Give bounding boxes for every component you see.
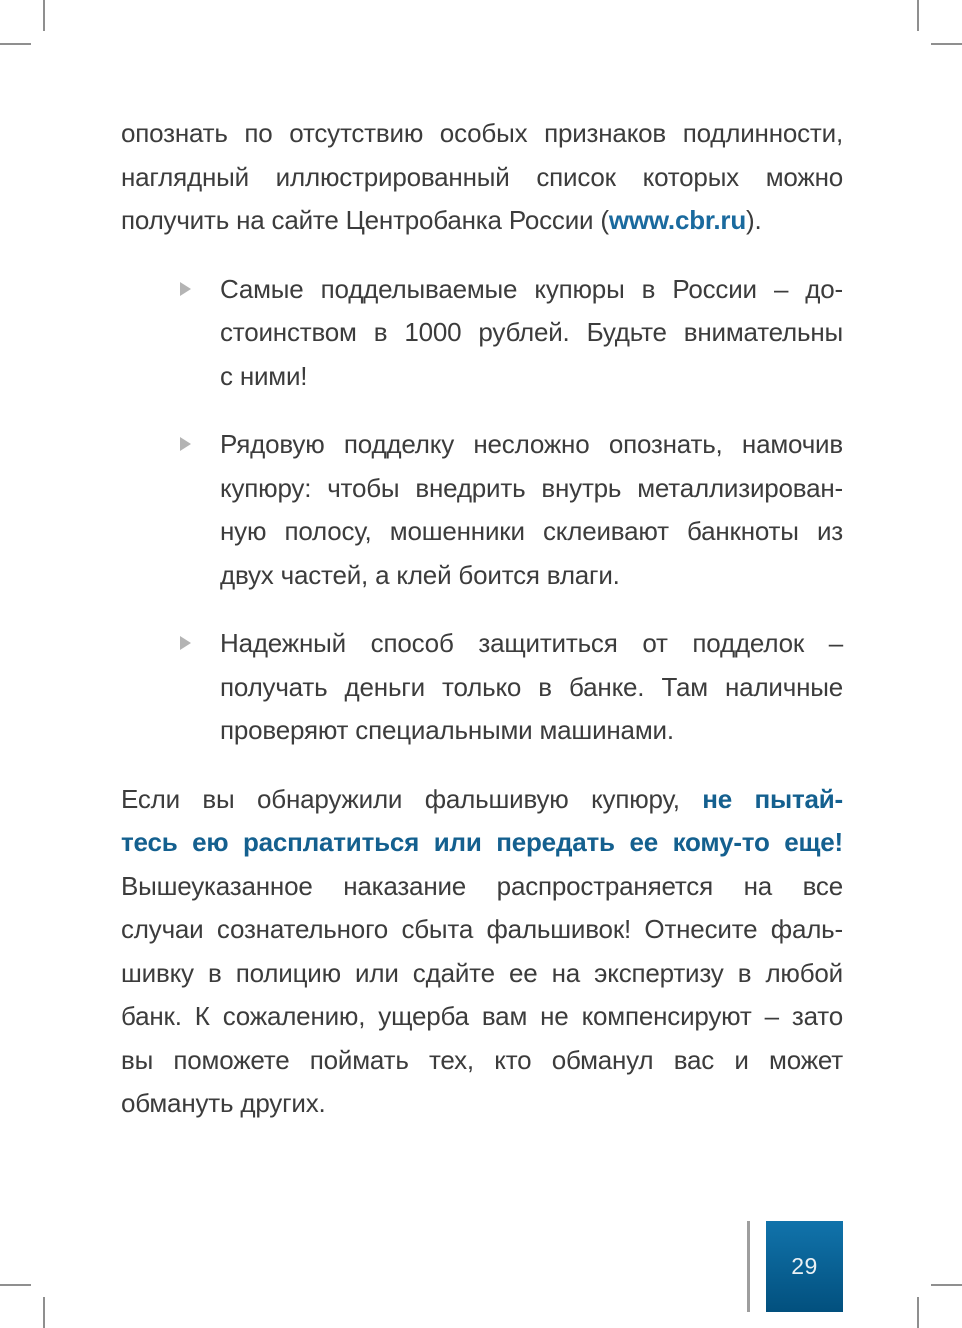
bullet-item bbox=[121, 268, 843, 399]
text-run: купюру: чтобы внедрить внутрь металлизирован- bbox=[220, 472, 843, 503]
text-line bbox=[220, 510, 843, 554]
text-run: банк. К сожалению, ущерба вам не компенсируют – зато bbox=[121, 1001, 843, 1031]
text-run: ). bbox=[746, 205, 762, 235]
text-run: вы поможете поймать тех, кто обманул вас и может bbox=[121, 1044, 843, 1075]
crop-mark-top-left-vertical bbox=[43, 0, 45, 31]
warning-emphasis-text: не пытай- bbox=[702, 783, 843, 814]
bullet-arrow-icon bbox=[180, 636, 191, 650]
crop-mark-top-right-horizontal bbox=[931, 43, 962, 45]
footer-divider-rule bbox=[747, 1221, 750, 1312]
paragraph bbox=[121, 778, 843, 1126]
page-number-badge bbox=[766, 1221, 843, 1312]
text-run: двух частей, а клей боится влаги. bbox=[220, 559, 620, 590]
text-line bbox=[220, 311, 843, 355]
crop-mark-bottom-right-vertical bbox=[917, 1297, 919, 1328]
text-line bbox=[121, 995, 843, 1039]
bullet-item bbox=[121, 622, 843, 753]
crop-mark-top-right-vertical bbox=[917, 0, 919, 31]
paragraph bbox=[121, 112, 843, 243]
page-content bbox=[121, 112, 843, 1151]
text-line bbox=[220, 666, 843, 710]
text-line bbox=[121, 112, 843, 156]
text-run: Самые подделываемые купюры в России – до- bbox=[220, 273, 843, 304]
bullet-arrow-icon bbox=[180, 282, 191, 296]
text-line bbox=[220, 268, 843, 312]
text-line bbox=[220, 709, 843, 753]
text-line bbox=[220, 467, 843, 511]
text-line bbox=[121, 778, 843, 822]
page-number: 29 bbox=[791, 1253, 818, 1279]
bullet-item bbox=[121, 423, 843, 597]
text-run: Вышеуказанное наказание распространяется на все bbox=[121, 870, 843, 901]
cbr-website-link[interactable]: www.cbr.ru bbox=[608, 205, 747, 235]
text-line bbox=[121, 952, 843, 996]
text-run: стоинством в 1000 рублей. Будьте внимательны bbox=[220, 317, 843, 347]
text-line bbox=[121, 1039, 843, 1083]
text-run: опознать по отсутствию особых признаков подлинности, bbox=[121, 118, 843, 148]
text-run: шивку в полицию или сдайте ее на экспертизу в любой bbox=[121, 957, 843, 988]
text-run: наглядный иллюстрированный список которых можно bbox=[121, 161, 843, 192]
text-line bbox=[220, 423, 843, 467]
crop-mark-top-left-horizontal bbox=[0, 43, 31, 45]
text-run: Если вы обнаружили фальшивую купюру, bbox=[121, 783, 703, 814]
text-run: Надежный способ защититься от подделок – bbox=[220, 628, 843, 658]
text-line bbox=[121, 908, 843, 952]
text-line bbox=[220, 355, 843, 399]
text-run: Рядовую подделку несложно опознать, намочив bbox=[220, 429, 843, 459]
text-run: обмануть других. bbox=[121, 1088, 326, 1118]
text-line bbox=[121, 156, 843, 200]
text-run: проверяют специальными машинами. bbox=[220, 715, 674, 745]
text-line bbox=[121, 199, 843, 243]
bullet-arrow-icon bbox=[180, 437, 191, 451]
text-run: получить на сайте Центробанка России ( bbox=[121, 205, 609, 235]
text-line bbox=[121, 821, 843, 865]
text-run: ную полосу, мошенники склеивают банкноты из bbox=[220, 516, 843, 546]
text-run: случаи сознательного сбыта фальшивок! Отнесите фаль- bbox=[121, 914, 843, 944]
text-line bbox=[121, 1082, 843, 1126]
text-line bbox=[121, 865, 843, 909]
text-line bbox=[220, 622, 843, 666]
text-run: с ними! bbox=[220, 360, 308, 391]
warning-emphasis-text: тесь ею расплатиться или передать ее кому-то еще! bbox=[121, 827, 843, 857]
crop-mark-bottom-left-vertical bbox=[43, 1297, 45, 1328]
text-line bbox=[220, 554, 843, 598]
crop-mark-bottom-left-horizontal bbox=[0, 1284, 31, 1286]
text-run: получать деньги только в банке. Там наличные bbox=[220, 671, 843, 702]
crop-mark-bottom-right-horizontal bbox=[931, 1284, 962, 1286]
